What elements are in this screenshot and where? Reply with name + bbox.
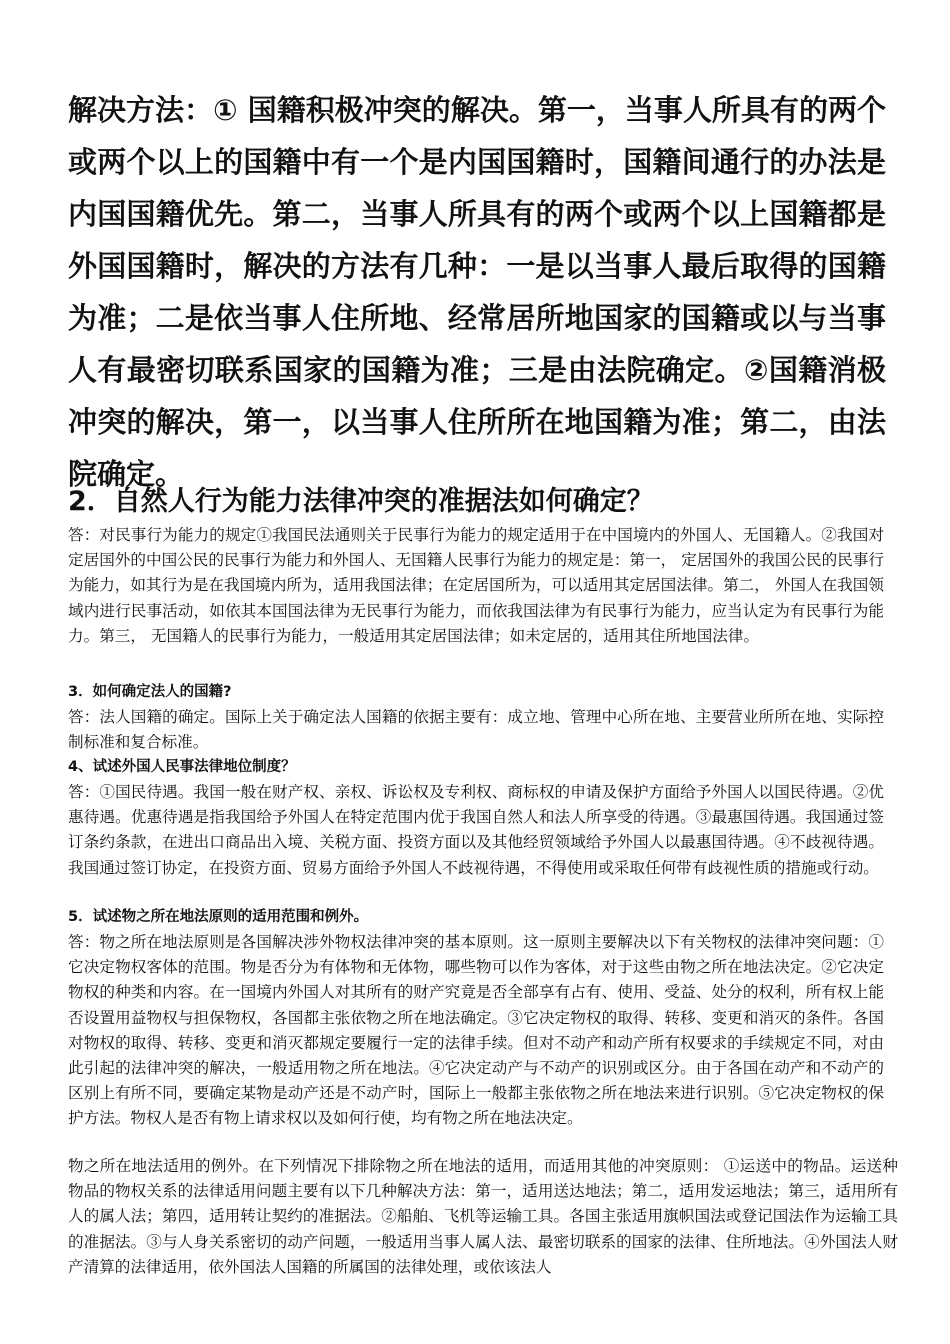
question-5-heading: 5．试述物之所在地法原则的适用范围和例外。: [68, 909, 369, 925]
question-3-heading: 3．如何确定法人的国籍?: [68, 684, 232, 700]
question-5-exceptions: 物之所在地法适用的例外。在下列情况下排除物之所在地法的适用，而适用其他的冲突原则： ①运送中的物品。运送种物品的物权关系的法律适用问题主要有以下几种解决方法：第一，适用送达地法；第二，适用发运地法；第三，适用所有人的属人法；第四，适用转让契约的准据法。②船舶、飞机等运输工具。各国主张适用旗帜国法或登记国法作为运输工具的准据法。③与人身关系密切的动产问题，一般适用当事人属人法、最密切联系的国家的法律、住所地法。④外国法人财产清算的法律适用，依外国法人国籍的所属国的法律处理，或依该法人: [68, 1157, 898, 1276]
question-4-answer: 答：①国民待遇。我国一般在财产权、亲权、诉讼权及专利权、商标权的申请及保护方面给予外国人以国民待遇。②优惠待遇。优惠待遇是指我国给予外国人在特定范围内优于我国自然人和法人所享受的待遇。③最惠国待遇。我国通过签订条约条款，在进出口商品出入境、关税方面、投资方面以及其他经贸领域给予外国人以最惠国待遇。④不歧视待遇。我国通过签订协定，在投资方面、贸易方面给予外国人不歧视待遇，不得使用或采取任何带有歧视性质的措施或行动。: [68, 783, 884, 877]
question-3-answer: 答：法人国籍的确定。国际上关于确定法人国籍的依据主要有：成立地、管理中心所在地、主要营业所所在地、实际控制标准和复合标准。: [68, 708, 884, 752]
question-2-heading: 2．自然人行为能力法律冲突的准据法如何确定？: [68, 486, 654, 517]
question-4-heading: 4、试述外国人民事法律地位制度？: [68, 759, 296, 775]
question-5-answer: 答：物之所在地法原则是各国解决涉外物权法律冲突的基本原则。这一原则主要解决以下有关物权的法律冲突问题：①它决定物权客体的范围。物是否分为有体物和无体物，哪些物可以作为客体，对于这些由物之所在地法决定。②它决定物权的种类和内容。在一国境内外国人对其所有的财产究竟是否全部享有占有、使用、受益、处分的权利，所有权上能否设置用益物权与担保物权，各国都主张依物之所在地法确定。③它决定物权的取得、转移、变更和消灭的条件。各国对物权的取得、转移、变更和消灭都规定要履行一定的法律手续。但对不动产和动产所有权要求的手续规定不同，对由此引起的法律冲突的解决，一般适用物之所在地法。④它决定动产与不动产的识别或区分。由于各国在动产和不动产的区别上有所不同，要确定某物是动产还是不动产时，国际上一般都主张依物之所在地法来进行识别。⑤它决定物权的保护方法。物权人是否有物上请求权以及如何行使，均有物之所在地法决定。: [68, 933, 884, 1128]
question-2-answer: 答：对民事行为能力的规定①我国民法通则关于民事行为能力的规定适用于在中国境内的外国人、无国籍人。②我国对定居国外的中国公民的民事行为能力和外国人、无国籍人民事行为能力的规定是：第一， 定居国外的我国公民的民事行为能力，如其行为是在我国境内所为，适用我国法律；在定居国所为，可以适用其定居国法律。第二， 外国人在我国领域内进行民事活动，如依其本国国法律为无民事行为能力，而依我国法律为有民事行为能力，应当认定为有民事行为能力。第三， 无国籍人的民事行为能力，一般适用其定居国法律；如未定居的，适用其住所地国法律。: [68, 526, 884, 645]
intro-paragraph: 解决方法：① 国籍积极冲突的解决。第一，当事人所具有的两个或两个以上的国籍中有一个是内国国籍时，国籍间通行的办法是内国国籍优先。第二，当事人所具有的两个或两个以上国籍都是外国国籍时，解决的方法有几种：一是以当事人最后取得的国籍为准；二是依当事人住所地、经常居所地国家的国籍或以与当事人有最密切联系国家的国籍为准；三是由法院确定。②国籍消极冲突的解决，第一，以当事人住所所在地国籍为准；第二，由法院确定。: [68, 93, 886, 491]
